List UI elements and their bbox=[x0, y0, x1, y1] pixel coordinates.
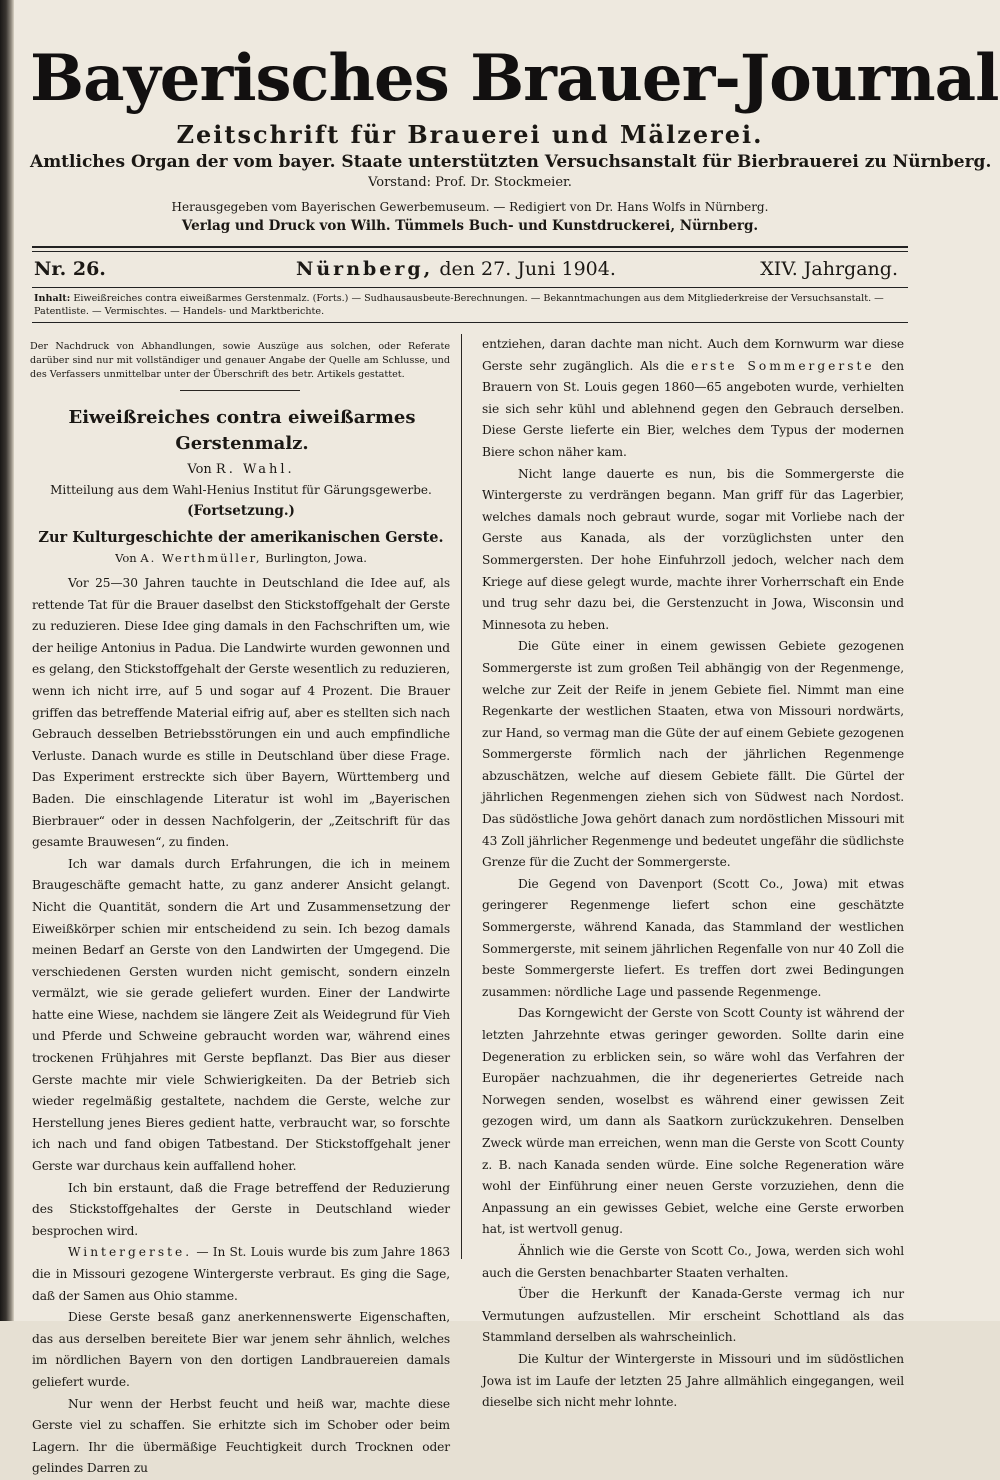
contents-text: Eiweißreiches contra eiweißarmes Gerstenmalz. (Forts.) — Sudhausausbeute-Berechnungen. — Bekanntmachungen aus dem Mitgliederkreise der Versuchsanstalt. — Patentliste. — Vermischtes. — Handels- und Marktberichte. bbox=[34, 293, 884, 317]
issue-place: Nürnberg, bbox=[296, 258, 434, 280]
publisher-line: Herausgegeben vom Bayerischen Gewerbemuseum. — Redigiert von Dr. Hans Wolfs in Nürnberg. bbox=[171, 200, 769, 214]
article-author: R. Wahl. bbox=[215, 462, 295, 477]
contents-rule bbox=[32, 322, 908, 323]
section-author-line bbox=[32, 549, 450, 567]
article-continuation: (Fortsetzung.) bbox=[187, 503, 295, 519]
article-author-prefix: Von bbox=[187, 462, 216, 477]
continued-text-after: den Brauern von St. Louis gegen 1860—65 angeboten wurde, verhielten sie sich sehr kühl und ablehnend gegen den Gebrauch derselben. Diese Gerste lieferte ein Bier, welches dem Typus der modernen Biere schon näher kam. bbox=[482, 358, 904, 459]
section-author: A. Werthmüller, bbox=[140, 551, 262, 565]
binding-edge bbox=[0, 0, 14, 1321]
masthead-block bbox=[30, 40, 999, 236]
issue-year: XIV. Jahrgang. bbox=[760, 258, 898, 280]
section-author-prefix: Von bbox=[115, 551, 141, 565]
issue-number: Nr. 26. bbox=[34, 258, 106, 280]
body-paragraph: Über die Herkunft der Kanada-Gerste vermag ich nur Vermutungen aufzustellen. Mir erscheint Schottland als das Stammland derselben als wahrscheinlich. bbox=[482, 1287, 904, 1345]
notice-rule bbox=[180, 390, 300, 391]
right-column bbox=[474, 334, 904, 1414]
contents-label: Inhalt: bbox=[34, 293, 71, 304]
article-author-line bbox=[32, 461, 450, 479]
masthead-subtitle: Zeitschrift für Brauerei und Mälzerei. bbox=[176, 120, 764, 149]
section-author-place: Burlington, Jowa. bbox=[261, 551, 367, 565]
masthead-title: Bayerisches Brauer-Journal bbox=[30, 41, 999, 116]
body-paragraph-wintergerste bbox=[32, 1242, 450, 1307]
printer-line: Verlag und Druck von Wilh. Tümmels Buch- und Kunstdruckerei, Nürnberg. bbox=[181, 218, 759, 234]
article-institute: Mitteilung aus dem Wahl-Henius Institut für Gärungsgewerbe. bbox=[50, 483, 432, 497]
article-title: Eiweißreiches contra eiweißarmes Gerstenmalz. bbox=[68, 407, 416, 454]
board-line: Vorstand: Prof. Dr. Stockmeier. bbox=[368, 175, 572, 190]
wintergerste-label: Wintergerste. bbox=[68, 1245, 193, 1260]
section-title: Zur Kulturgeschichte der amerikanischen Gerste. bbox=[38, 529, 444, 546]
body-paragraph: Nicht lange dauerte es nun, bis die Sommergerste die Wintergerste zu verdrängen begann. Man griff für das Lagerbier, welches damals noch gebraut wurde, sogar mit Vorliebe nach der Gerste aus Kanada, als der vorzüglichsten unter den Sommergersten. Der hohe Einfuhrzoll jedoch, welcher nach dem Kriege auf diese gelegt wurde, machte ihrer Vorherrschaft ein Ende und trug sehr dazu bei, die Gerstenzucht in Jowa, Wisconsin und Minnesota zu heben. bbox=[482, 466, 904, 632]
continued-text-spaced: erste Sommergerste bbox=[691, 358, 875, 373]
continued-text-before: entziehen, daran dachte man nicht. Auch dem Kornwurm war diese Gerste sehr zugänglich. Als die bbox=[482, 337, 904, 373]
issue-date: den 27. Juni 1904. bbox=[433, 258, 616, 280]
body-paragraph: Ich war damals durch Erfahrungen, die ich in meinem Braugeschäfte gemacht hatte, zu ganz anderer Ansicht gelangt. Nicht die Quantität, sondern die Art und Zusammensetzung der Eiweißkörper schien mir entscheidend zu sein. Ich bezog damals meinen Bedarf an Gerste von den Landwirten der Umgegend. Die verschiedenen Gersten wurden nicht gemischt, sondern einzeln vermälzt, wie sie gerade geliefert wurden. Einer der Landwirte hatte eine Wiese, nachdem sie längere Zeit als Weidegrund für Vieh und Pferde und Schweine gebraucht worden war, während eines trockenen Frühjahres mit Gerste bepflanzt. Das Bier aus dieser Gerste machte mir viele Schwierigkeiten. Da der Betrieb sich wieder regelmäßig gestaltete, nachdem die Gerste, welche zur Herstellung jenes Bieres gedient hatte, verbraucht war, so forschte ich nach und fand obigen Tatbestand. Der Stickstoffgehalt jener Gerste war durchaus kein auffallend hoher. bbox=[32, 856, 450, 1174]
issue-place-date bbox=[296, 254, 616, 284]
body-paragraph: Ich bin erstaunt, daß die Frage betreffend der Reduzierung des Stickstoffgehaltes der Gerste in Deutschland wieder besprochen wird. bbox=[32, 1180, 450, 1238]
official-organ-line: Amtliches Organ der vom bayer. Staate unterstützten Versuchsanstalt für Bierbrauerei zu Nürnberg. bbox=[30, 152, 992, 172]
wintergerste-text: — In St. Louis wurde bis zum Jahre 1863 die in Missouri gezogene Wintergerste verbraut. Es ging die Sage, daß der Samen aus Ohio stamme. bbox=[32, 1245, 450, 1303]
body-paragraph: Die Kultur der Wintergerste in Missouri und im südöstlichen Jowa ist im Laufe der letzten 25 Jahre allmählich eingegangen, weil dieselbe sich nicht mehr lohnte. bbox=[482, 1351, 904, 1410]
table-of-contents bbox=[34, 292, 906, 318]
body-paragraph: Vor 25—30 Jahren tauchte in Deutschland die Idee auf, als rettende Tat für die Brauer daselbst den Stickstoffgehalt der Gerste zu reduzieren. Diese Idee ging damals in den Fachschriften um, wie der heilige Antonius in Padua. Die Landwirte wurden gewonnen und es gelang, den Stickstoffgehalt der Gerste wesentlich zu reduzieren, wenn ich nicht irre, auf 5 und sogar auf 4 Prozent. Die Brauer griffen das betreffende Material eifrig auf, aber es stellten sich nach Gebrauch desselben Betriebsstörungen ein und auch empfindliche Verluste. Danach wurde es stille in Deutschland über diese Frage. Das Experiment erstreckte sich über Bayern, Württemberg und Baden. Die einschlagende Literatur ist wohl im „Bayerischen Bierbrauer“ oder in dessen Nachfolgerin, der „Zeitschrift für das gesamte Brauwesen“, zu finden. bbox=[32, 576, 450, 850]
body-paragraph: Ähnlich wie die Gerste von Scott Co., Jowa, werden sich wohl auch die Gersten benachbarter Staaten verhalten. bbox=[482, 1243, 904, 1280]
body-paragraph: Diese Gerste besaß ganz anerkennenswerte Eigenschaften, das aus derselben bereitete Bier war jenem sehr ähnlich, welches im nördlichen Bayern von den dortigen Landbrauereien damals geliefert wurde. bbox=[32, 1310, 450, 1389]
left-column bbox=[22, 340, 450, 1480]
body-paragraph: Nur wenn der Herbst feucht und heiß war, machte diese Gerste viel zu schaffen. Sie erhitzte sich im Schober oder beim Lagern. Ihr die übermäßige Feuchtigkeit durch Trocknen oder gelindes Darren zu bbox=[32, 1396, 450, 1476]
body-paragraph: Das Korngewicht der Gerste von Scott County ist während der letzten Jahrzehnte etwas geringer geworden. Sollte darin eine Degeneration zu erblicken sein, so wäre wohl das Verfahren der Europäer nachzuahmen, die ihr degeneriertes Getreide nach Norwegen senden, woselbst es während einer gewissen Zeit gezogen wird, um dann als Saatkorn zurückzukehren. Denselben Zweck würde man erreichen, wenn man die Gerste von Scott County z. B. nach Kanada senden würde. Eine solche Regeneration wäre wohl der Einführung einer neuen Gerste vorzuziehen, denn die Anpassung an ein gewisses Gebiet, welche eine Gerste erworben hat, ist wertvoll genug. bbox=[482, 1006, 904, 1237]
reprint-notice: Der Nachdruck von Abhandlungen, sowie Auszüge aus solchen, oder Referate darüber sind nur mit vollständiger und genauer Angabe der Quelle am Schlusse, und des Verfassers unmittelbar unter der Überschrift des betr. Artikels gestattet. bbox=[30, 341, 450, 380]
body-paragraph: Die Güte einer in einem gewissen Gebiete gezogenen Sommergerste ist zum großen Teil abhängig von der Regenmenge, welche zur Zeit der Reife in jenem Gebiete fiel. Nimmt man eine Regenkarte der westlichen Staaten, etwa von Missouri nordwärts, zur Hand, so vermag man die Güte der auf einem Gebiete gezogenen Sommergerste förmlich nach der jährlichen Regenmenge abzuschätzen, welche auf diesem Gebiete fällt. Die Gürtel der jährlichen Regenmengen ziehen sich von Südwest nach Nordost. Das südöstliche Jowa gehört danach zum nordöstlichen Missouri mit 43 Zoll jährlicher Regenmenge und bedeutet ungefähr die südlichste Grenze für die Zucht der Sommergerste. bbox=[482, 639, 905, 870]
body-paragraph: Die Gegend von Davenport (Scott Co., Jowa) mit etwas geringerer Regenmenge liefert schon eine geschätzte Sommergerste, während Kanada, das Stammland der westlichen Sommergerste, mit seinem jährlichen Regenfalle von nur 40 Zoll die beste Sommergerste liefert. Es treffen dort zwei Bedingungen zusammen: nördliche Lage und passende Regenmenge. bbox=[482, 876, 904, 999]
issue-line bbox=[34, 254, 906, 284]
body-paragraph-continued bbox=[482, 334, 904, 464]
header-rule-top bbox=[32, 246, 908, 252]
issue-rule bbox=[32, 287, 908, 288]
column-divider bbox=[461, 334, 462, 1259]
